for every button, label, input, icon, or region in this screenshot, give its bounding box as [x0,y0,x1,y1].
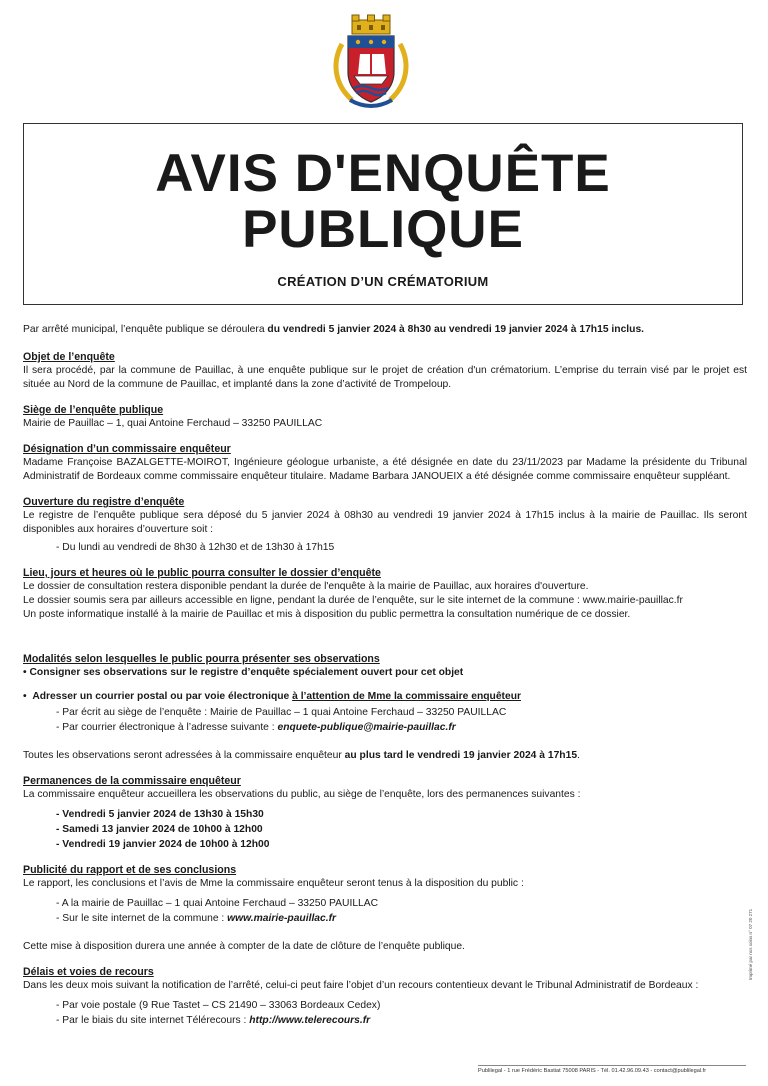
telerecours-url: http://www.telerecours.fr [249,1015,371,1026]
list-item: - A la mairie de Pauillac – 1 quai Antoine Ferchaud – 33250 PAUILLAC [56,897,747,911]
section-heading-ouverture: Ouverture du registre d’enquête [23,496,185,508]
intro-paragraph [23,323,747,337]
lieu-line2: Le dossier soumis sera par ailleurs accessible en ligne, pendant la durée de l’enquête, sur le site internet de la commune : www.mairie-pauillac.fr [23,595,683,606]
ouverture-text: Le registre de l’enquête publique sera déposé du 5 janvier 2024 à 08h30 au vendredi 19 janvier 2024 à 17h15 inclus à la mairie de Pauillac. Ils seront disponibles aux horaires d’ouverture soit : [23,510,747,535]
section-objet [23,350,747,392]
section-heading-objet: Objet de l’enquête [23,351,115,363]
permanences-list [56,808,747,852]
section-ouverture [23,495,747,555]
email-address: enquete-publique@mairie-pauillac.fr [277,722,456,733]
section-permanences [23,774,747,852]
page-title-line1: AVIS D'ENQUÊTE [155,144,611,203]
publicite-list [56,897,747,926]
list-item: - Samedi 13 janvier 2024 de 10h00 à 12h00 [56,823,747,837]
page-subtitle: CRÉATION D’UN CRÉMATORIUM [277,274,489,289]
section-heading-designation: Désignation d’un commissaire enquêteur [23,443,231,455]
delais-text: Dans les deux mois suivant la notification de l’arrêté, celui-ci peut faire l’objet d’un recours contentieux devant le Tribunal Administratif de Bordeaux : [23,980,699,991]
intro-text: Par arrêté municipal, l’enquête publique se déroulera [23,324,268,335]
lieu-line3: Un poste informatique installé à la mairie de Pauillac et mis à disposition du public permettra la consultation numérique de ce dossier. [23,609,631,620]
permanences-text: La commissaire enquêteur accueillera les observations du public, au siège de l’enquête, lors des permanences suivantes : [23,789,581,800]
section-publicite [23,863,747,954]
section-lieu [23,566,747,622]
closing-deadline: au plus tard le vendredi 19 janvier 2024 à 17h15 [344,750,578,761]
email-label: Par courrier électronique à l’adresse suivante : [62,722,278,733]
site-url: www.mairie-pauillac.fr [227,913,337,924]
section-heading-delais: Délais et voies de recours [23,966,154,978]
list-item [56,721,747,735]
site-label: Sur le site internet de la commune : [62,913,228,924]
siege-text: Mairie de Pauillac – 1, quai Antoine Ferchaud – 33250 PAUILLAC [23,418,323,429]
delais-list [56,999,747,1028]
section-siege [23,403,747,431]
publicite-closing: Cette mise à disposition durera une année à compter de la date de clôture de l’enquête publique. [23,941,465,952]
section-heading-modalites: Modalités selon lesquelles le public pourra présenter ses observations [23,653,380,665]
courrier-attention: à l’attention de Mme la commissaire enquêteur [292,691,521,702]
intro-dates: du vendredi 5 janvier 2024 à 8h30 au vendredi 19 janvier 2024 à 17h15 inclus. [267,324,645,335]
section-designation [23,442,747,484]
list-item: - Par écrit au siège de l’enquête : Mairie de Pauillac – 1 quai Antoine Ferchaud – 33250 PAUILLAC [56,706,747,720]
objet-text: Il sera procédé, par la commune de Pauillac, à une enquête publique sur le projet de création d'un crématorium. L’emprise du terrain visé par le projet est située au Nord de la commune de Pauillac, et implanté dans la zone d’activité de Trompeloup. [23,365,747,390]
modalites-bullet-registre: • Consigner ses observations sur le registre d’enquête spécialement ouvert pour cet objet [23,666,747,680]
section-heading-siege: Siège de l’enquête publique [23,404,164,416]
page-title-line2: PUBLIQUE [242,200,524,259]
publisher-footer: Publilegal - 1 rue Frédéric Bastiat 75008 PARIS - Tél. 01.42.96.09.43 - contact@publilegal.fr [478,1065,746,1074]
modalites-list [56,706,747,735]
designation-text: Madame Françoise BAZALGETTE-MOIROT, Ingénieure géologue urbaniste, a été désignée en date du 23/11/2023 par Madame la présidente du Tribunal Administratif de Bordeaux comme commissaire enquêteur titulaire. Madame Barbara JANOUEIX a été désignée comme commissaire enquêteur suppléant. [23,457,747,482]
print-note: Imprimé par nos soins n° 07 20 271 [748,908,753,980]
title-box [23,123,743,305]
publicite-text: Le rapport, les conclusions et l’avis de Mme la commissaire enquêteur seront tenus à la disposition du public : [23,878,524,889]
section-heading-publicite: Publicité du rapport et de ses conclusions [23,864,237,876]
modalites-bullet-courrier: • Adresser un courrier postal ou par voie électronique à l’attention de Mme la commissaire enquêteur [23,691,521,702]
telerecours-label: Par le biais du site internet Télérecours : [62,1015,250,1026]
closing-period: . [577,750,580,761]
courrier-text: Adresser un courrier postal ou par voie électronique [32,691,293,702]
notice-body [23,323,747,1039]
list-item [56,1014,747,1028]
section-modalites [23,652,747,763]
closing-text: Toutes les observations seront adressées à la commissaire enquêteur [23,750,345,761]
list-item: - Vendredi 19 janvier 2024 de 10h00 à 12h00 [56,838,747,852]
list-item [56,912,747,926]
ouverture-hours-list [56,541,747,555]
list-item: - Du lundi au vendredi de 8h30 à 12h30 et de 13h30 à 17h15 [56,541,747,555]
lieu-line1: Le dossier de consultation restera disponible pendant la durée de l'enquête à la mairie de Pauillac, aux horaires d'ouverture. [23,581,589,592]
section-heading-lieu: Lieu, jours et heures où le public pourra consulter le dossier d’enquête [23,567,381,579]
list-item: - Vendredi 5 janvier 2024 de 13h30 à 15h30 [56,808,747,822]
section-heading-permanences: Permanences de la commissaire enquêteur [23,775,241,787]
modalites-closing [23,749,747,763]
list-item: - Par voie postale (9 Rue Tastet – CS 21490 – 33063 Bordeaux Cedex) [56,999,747,1013]
pauillac-coat-of-arms-icon [328,14,414,110]
section-delais [23,965,747,1028]
